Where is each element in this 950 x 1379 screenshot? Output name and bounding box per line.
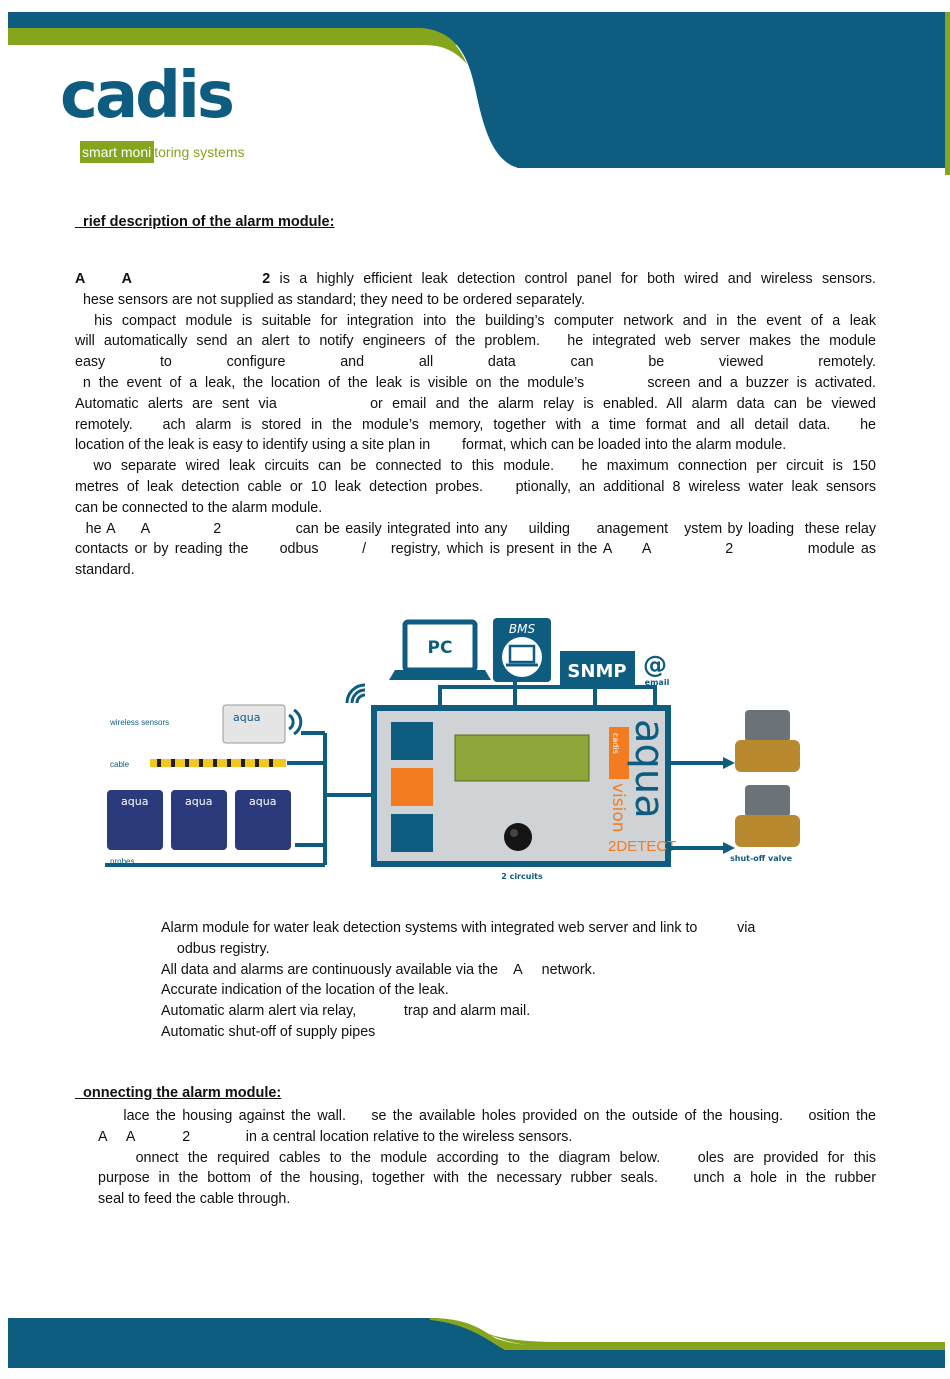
module-cadis-text: cadis <box>611 733 620 754</box>
email-at-symbol: @ <box>643 651 667 679</box>
text-line: his compact module is suitable for integration into the building’s computer network and in the event of a leak <box>75 312 876 329</box>
text-line: standard. <box>75 562 135 579</box>
text-line: can be connected to the alarm module. <box>75 499 323 516</box>
list-item: All data and alarms are continuously available via the A network. <box>161 961 596 978</box>
logo-tagline: smart moni toring systems <box>80 141 244 163</box>
text-line: n the event of a leak, the location of the leak is visible on the module’s screen and a buzzer is activated. <box>75 374 876 391</box>
snmp-label: SNMP <box>567 661 627 682</box>
wifi-icon <box>347 685 365 703</box>
list-item: Alarm module for water leak detection systems with integrated web server and link to via <box>161 920 756 936</box>
footer-banner <box>0 1300 950 1379</box>
module-vision-text: vision <box>608 783 628 833</box>
section-heading-description: rief description of the alarm module: <box>75 214 335 230</box>
list-item: Automatic alarm alert via relay, trap and alarm mail. <box>161 1003 531 1020</box>
cadis-logo: cadis <box>60 59 232 133</box>
text-line: will automatically send an alert to notify engineers of the problem. he integrated web server makes the module <box>75 333 876 350</box>
circuits-label: 2 circuits <box>501 872 543 881</box>
list-item: odbus registry. <box>161 940 270 957</box>
leak-cable <box>110 759 286 769</box>
text-line: hese sensors are not supplied as standard; they need to be ordered separately. <box>75 291 585 308</box>
text-line: easy to configure and all data can be viewed remotely. <box>75 354 876 371</box>
section-heading-connecting: onnecting the alarm module: <box>75 1085 282 1101</box>
system-diagram <box>105 615 825 885</box>
text-line: lace the housing against the wall. se the available holes provided on the outside of the housing. osition the <box>98 1108 876 1124</box>
text-line: remotely. ach alarm is stored in the module’s memory, together with a time format and all detail data. he <box>75 416 876 433</box>
text-line: A A 2 in a central location relative to the wireless sensors. <box>98 1128 573 1145</box>
svg-text:aqua: aqua <box>249 795 277 808</box>
text-line: he A A 2 can be easily integrated into any uilding anagement ystem by loading these relay <box>75 520 876 537</box>
text-line: contacts or by reading the odbus / registry, which is present in the A A 2 module as <box>75 541 876 558</box>
description-paragraph <box>75 269 876 581</box>
snmp-icon <box>560 651 635 686</box>
feature-list <box>161 918 861 1043</box>
pc-label: PC <box>427 638 453 658</box>
text-line: metres of leak detection cable or 10 leak detection probes. ptionally, an additional 8 wireless water leak sensors <box>75 478 876 495</box>
valve-lines <box>671 763 723 848</box>
probes-label: probes <box>110 857 135 866</box>
text-line: seal to feed the cable through. <box>98 1191 291 1208</box>
text-line: wo separate wired leak circuits can be connected to this module. he maximum connection per circuit is 150 <box>75 458 876 475</box>
shutoff-valve-2 <box>735 785 800 847</box>
connecting-paragraph <box>98 1106 876 1210</box>
aqua-module <box>371 705 676 867</box>
first-line: A A 2 is a highly efficient leak detection control panel for both wired and wireless sensors. <box>75 271 876 287</box>
cable-label: cable <box>110 760 130 769</box>
text-line: purpose in the bottom of the housing, together with the necessary rubber seals. unch a hole in the rubber <box>98 1170 876 1187</box>
pc-laptop-icon <box>389 622 491 680</box>
shutoff-valve-1 <box>735 710 800 772</box>
list-item: Accurate indication of the location of the leak. <box>161 982 449 999</box>
bms-label: BMS <box>508 622 536 636</box>
module-aqua-text: aqua <box>626 719 672 819</box>
email-icon <box>643 651 670 687</box>
wireless-sensors-label: wireless sensors <box>110 718 170 727</box>
text-line: onnect the required cables to the module according to the diagram below. oles are provided for this <box>98 1149 876 1166</box>
shutoff-label: shut-off valve <box>730 854 793 863</box>
bms-icon <box>493 618 551 682</box>
text-line: Automatic alerts are sent via or email and the alarm relay is enabled. All alarm data can be viewed <box>75 395 876 412</box>
email-label: email <box>644 678 670 687</box>
list-item: Automatic shut-off of supply pipes <box>161 1023 376 1040</box>
svg-text:aqua: aqua <box>185 795 213 808</box>
svg-text:aqua: aqua <box>121 795 149 808</box>
leak-probes <box>107 790 291 866</box>
wireless-sensor-device <box>109 705 301 743</box>
text-line: location of the leak is easy to identify using a site plan in format, which can be loaded into the alarm module. <box>75 437 787 454</box>
svg-text:aqua: aqua <box>233 711 261 724</box>
module-detect-text: 2DETECT <box>608 838 677 855</box>
